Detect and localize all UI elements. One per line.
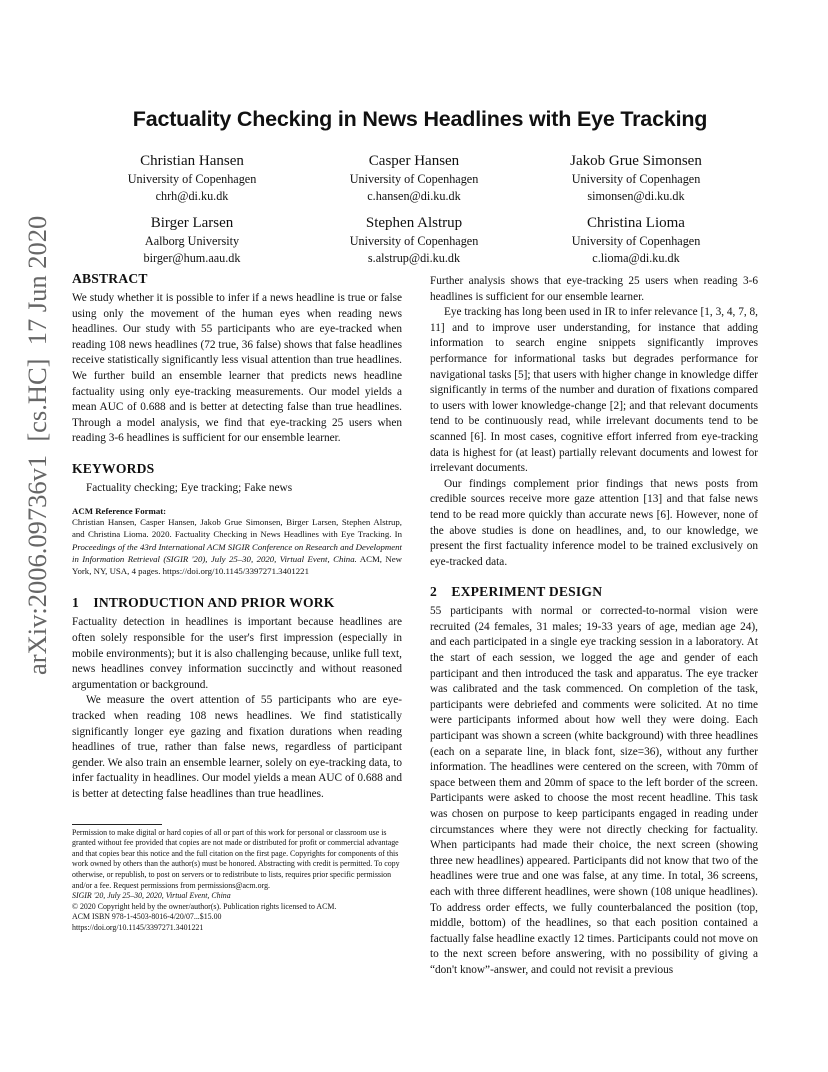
author-name: Stephen Alstrup — [365, 215, 463, 231]
author-block — [304, 151, 524, 204]
section2-heading: 2 EXPERIMENT DESIGN — [430, 584, 603, 600]
body-paragraph: Further analysis shows that eye-tracking 25 users when reading 3-6 headlines is sufficient for our ensemble learner. — [430, 275, 758, 303]
author-email[interactable]: simonsen@di.ku.dk — [587, 188, 685, 203]
permission-text: Permission to make digital or hard copies of all or part of this work for personal or classroom use is granted without fee provided that copies are not made or distributed for profit or commercial advantage and that copies bear this notice and the full citation on the first page. Copyrights for components of this work owned by others than the author(s) must be honored. Abstracting with credit is permitted. To copy otherwise, or republish, to post on servers or to redistribute to lists, requires prior specific permission and/or a fee. Request permissions from permissions@acm.org. — [72, 827, 400, 890]
left-column — [72, 271, 402, 933]
author-name: Christina Lioma — [587, 215, 685, 231]
reference-format-text — [72, 516, 402, 577]
author-name: Birger Larsen — [150, 215, 234, 231]
author-affiliation: University of Copenhagen — [127, 172, 257, 186]
author-affiliation: University of Copenhagen — [349, 172, 479, 186]
right-column — [430, 274, 758, 979]
copyright-text: © 2020 Copyright held by the owner/author(s). Publication rights licensed to ACM. — [72, 901, 337, 911]
section1-paragraph: Factuality detection in headlines is important because headlines are often solely responsible for the user's first impression (especially in mobile environments); but it is also challenging because, unlike full text, news headlines convey information succinctly and without reasoned argumentation or background. — [72, 616, 402, 691]
doi-link[interactable]: https://doi.org/10.1145/3397271.3401221 — [72, 922, 204, 932]
section2-paragraph: 55 participants with normal or corrected-to-normal vision were recruited (24 females, 31 males; 19-33 years of age, median age 24), and each participated in a single eye tracking session in a laboratory. At the start of each session, we logged the age and gender of each participant and then introduced the task and apparatus. The eye tracker was calibrated and the task commenced. On completion of the task, participants were debriefed and comments were solicited. At no time were participants informed about how well they were doing. Each participant was shown a screen (white background) with three headlines (each on a separate line, in black font, size=36), without any further information. The headlines were centered on the screen, with 70mm of space between them and 20mm of space to the left border of the screen. Participants were asked to choose the most recent headline. This task was chosen on purpose to keep participants engaged in reading under circumstances where they were not directly checking for factuality. When participants had made their choice, the next screen (showing three new headlines) appeared. Participants did not know that two of the headlines were true and one was false, at any time. In total, 36 screens, each with three different headlines, were shown (108 unique headlines). To address order effects, we fully counterbalanced the position (top, middle, bottom) of the headlines, so that each position contained a factually false headline exactly 12 times. Participants could not move on to the next screen before answering, with no possibility of giving a “don't know”-answer, and could not revisit a previous — [430, 605, 758, 976]
arxiv-stamp — [2, 0, 52, 1072]
author-block — [526, 151, 746, 204]
paper-title: Factuality Checking in News Headlines with Eye Tracking — [132, 107, 708, 131]
body-paragraph: Our findings complement prior findings that news posts from credible sources receive more gaze attention [13] and that false news tend to be read more quickly than accurate news [6]. However, none of the above studies is done on headlines, and, to our knowledge, we present the first factuality inference model to be trained exclusively on eye-tracked data. — [430, 477, 758, 568]
abstract-text: We study whether it is possible to infer if a news headline is true or false using only the movement of the human eyes when reading news headlines. Our study with 55 participants who are eye-tracked when reading 108 news headlines (72 true, 36 false) shows that false headlines receive statistically significantly less visual attention than true headlines. We further build an ensemble learner that predicts news headline factuality using only eye-tracking measurements. Our model yields a mean AUC of 0.688 and is better at detecting false than true headlines. Through a model analysis, we find that eye-tracking 25 users when reading 3-6 headlines is sufficient for our ensemble learner. — [72, 292, 402, 445]
author-block — [304, 213, 524, 266]
body-paragraph: Eye tracking has long been used in IR to infer relevance [1, 3, 4, 7, 8, 11] and to improve user understanding, for instance that adding information to search engine snippets significantly improves performance for informational tasks but degrades performance for navigational tasks [5]; that users with higher change in knowledge differ significantly in terms of the number and duration of fixations compared to users with lower knowledge-change [2]; and that relevant documents tend to be continuously read, while irrelevant documents tend to be scanned [6]. In most cases, cognitive effort inferred from eye-tracking data is highest for (at least) partially relevant documents and lowest for irrelevant documents. — [430, 306, 758, 475]
author-name: Casper Hansen — [368, 153, 460, 169]
arxiv-stamp-text: arXiv:2006.09736v1 [cs.HC] 17 Jun 2020 — [22, 215, 52, 675]
author-affiliation: University of Copenhagen — [571, 234, 701, 248]
author-name: Christian Hansen — [140, 153, 244, 169]
author-block — [82, 213, 302, 266]
author-name: Jakob Grue Simonsen — [570, 153, 702, 169]
author-affiliation: Aalborg University — [144, 234, 240, 248]
permission-venue — [72, 891, 402, 902]
author-block — [82, 151, 302, 204]
permission-venue-text: SIGIR '20, July 25–30, 2020, Virtual Event, China — [72, 891, 231, 901]
keywords-text: Factuality checking; Eye tracking; Fake news — [86, 481, 293, 494]
reference-venue: Proceedings of the 43rd International ACM SIGIR Conference on Research and Development in Information Retrieval (SIGIR '20), July 25–30, 2020, Virtual Event, China. — [72, 541, 402, 564]
author-email[interactable]: s.alstrup@di.ku.dk — [367, 250, 461, 265]
author-affiliation: University of Copenhagen — [571, 172, 701, 186]
reference-format-heading: ACM Reference Format: — [72, 505, 167, 516]
section1-heading: 1 INTRODUCTION AND PRIOR WORK — [72, 595, 335, 611]
author-email[interactable]: c.lioma@di.ku.dk — [592, 250, 680, 265]
author-email[interactable]: birger@hum.aau.dk — [143, 250, 241, 265]
reference-authors: Christian Hansen, Casper Hansen, Jakob Grue Simonsen, Birger Larsen, Stephen Alstrup, and Christina Lioma. 2020. Factuality Checking in News Headlines with Eye Tracking. In — [72, 516, 402, 540]
keywords-heading: KEYWORDS — [72, 460, 155, 476]
author-block — [526, 213, 746, 266]
author-affiliation: University of Copenhagen — [349, 234, 479, 248]
abstract-heading: ABSTRACT — [72, 271, 148, 286]
author-email[interactable]: chrh@di.ku.dk — [155, 188, 229, 203]
section1-paragraph: We measure the overt attention of 55 participants who are eye-tracked when reading 108 news headlines. We find statistically significantly longer eye gazing and fixation durations when reading headlines of true, rather than false news, regardless of participant gender. We also train an ensemble learner, solely on eye-tracking data, to infer factuality in headlines. Our model yields a mean AUC of 0.688 and is better at detecting false headlines than true headlines. — [72, 694, 402, 800]
author-email[interactable]: c.hansen@di.ku.dk — [367, 188, 461, 203]
isbn-text: ACM ISBN 978-1-4503-8016-4/20/07...$15.00 — [72, 912, 222, 922]
footnote-rule — [72, 824, 162, 825]
reference-tail: ACM, New York, NY, USA, 4 pages. https://doi.org/10.1145/3397271.3401221 — [72, 553, 403, 577]
